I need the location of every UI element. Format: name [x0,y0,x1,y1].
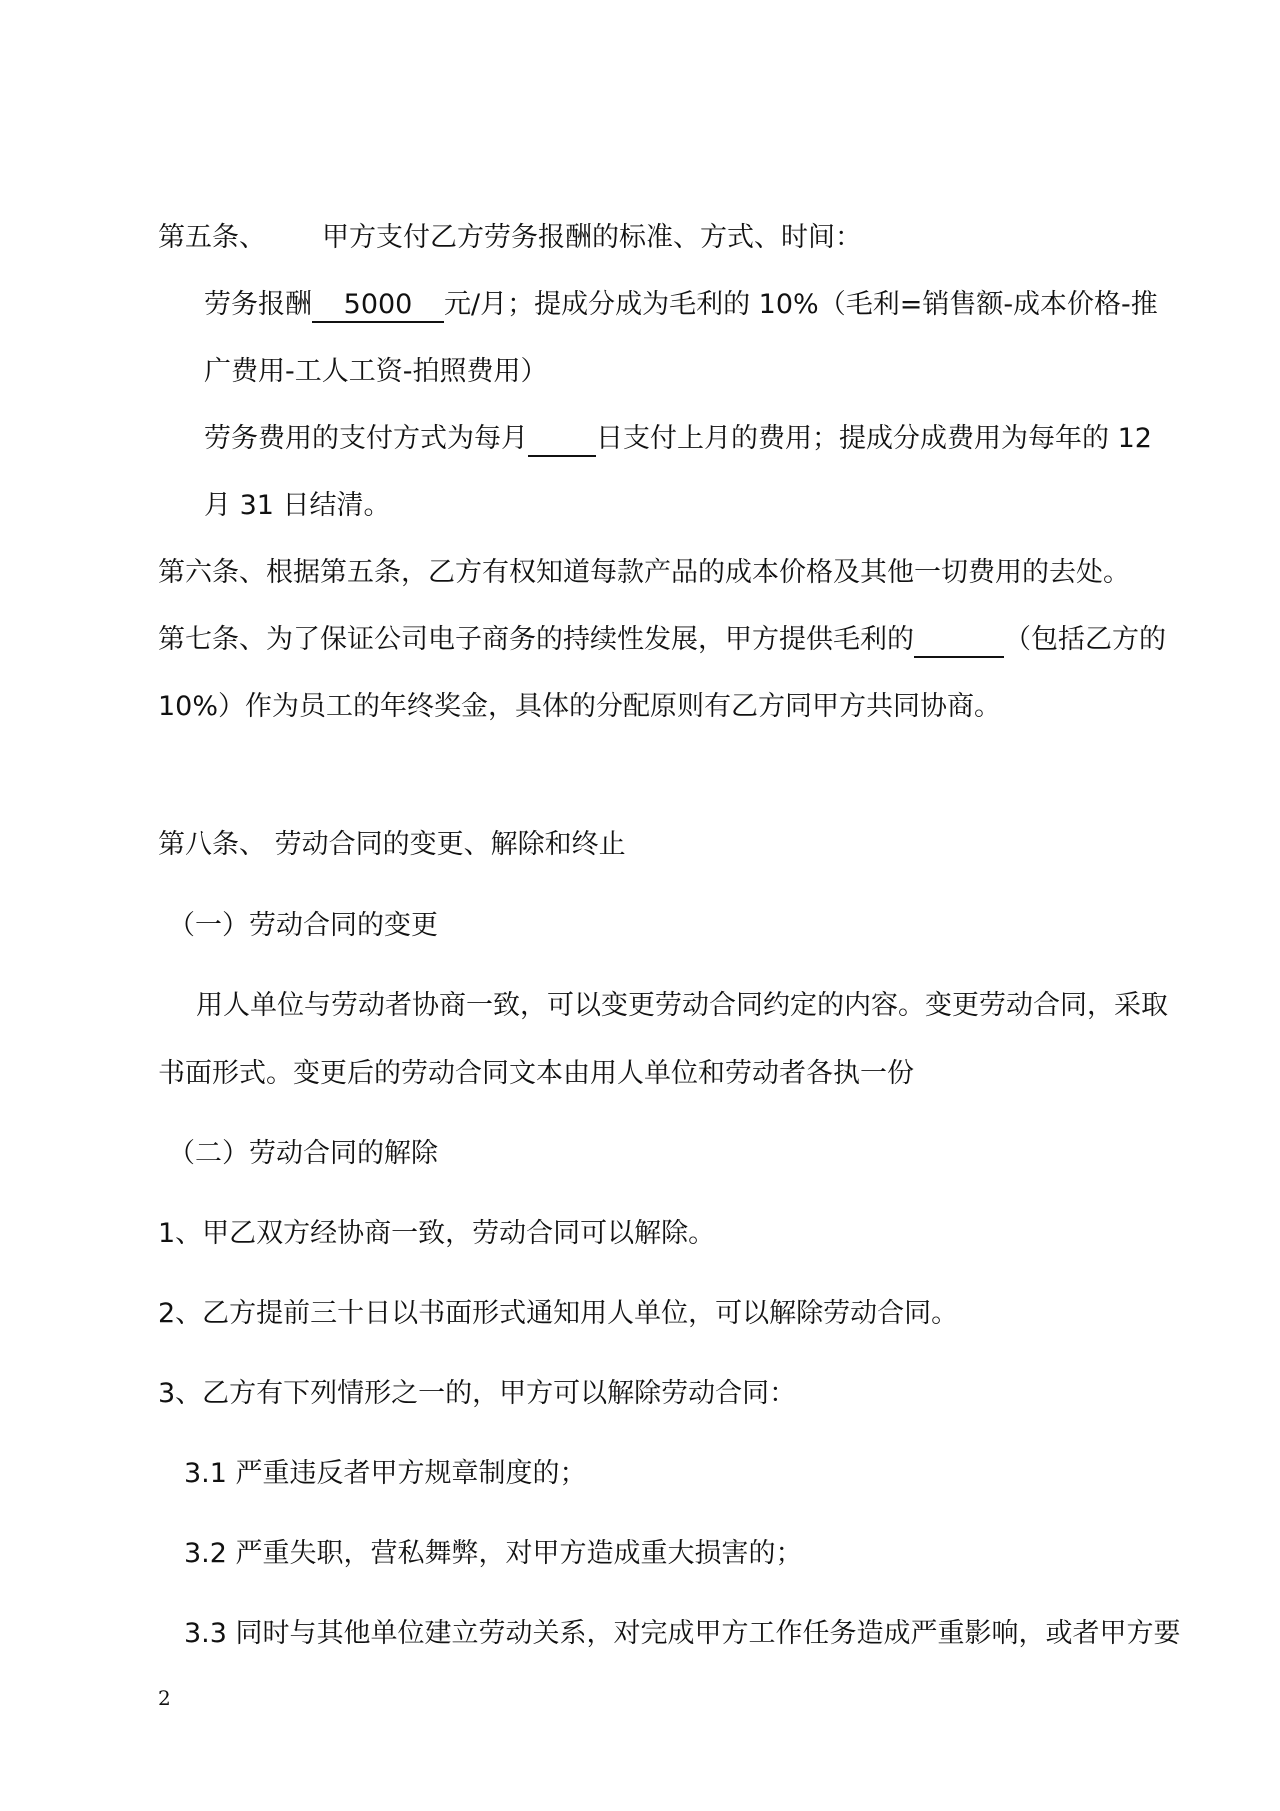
article6-text: 第六条、根据第五条，乙方有权知道每款产品的成本价格及其他一切费用的去处。 [158,557,1130,588]
article5-settlement: 月 31 日结清。 [204,490,391,521]
salary-label: 劳务报酬 [204,289,312,320]
article8-sub1-title: （一）劳动合同的变更 [168,910,438,941]
payment-day-blank [528,423,596,457]
article5-payment-line [204,419,1152,459]
article8-item3-3: 3.3 同时与其他单位建立劳动关系，对完成甲方工作任务造成严重影响，或者甲方要 [184,1618,1181,1649]
article8-title: 第八条、 劳动合同的变更、解除和终止 [158,829,626,860]
article8-item2: 2、乙方提前三十日以书面形式通知用人单位，可以解除劳动合同。 [158,1298,959,1329]
article7-line1 [158,620,1166,660]
article8-item3-2: 3.2 严重失职，营私舞弊，对甲方造成重大损害的； [184,1538,803,1569]
payment-label: 劳务费用的支付方式为每月 [204,423,528,454]
payment-text: 日支付上月的费用；提成分成费用为每年的 12 [596,423,1152,454]
article5-prefix: 第五条、 [158,222,266,253]
article8-item3: 3、乙方有下列情形之一的，甲方可以解除劳动合同： [158,1378,797,1409]
article7-text-after: （包括乙方的 [1004,624,1166,655]
article8-item1: 1、甲乙双方经协商一致，劳动合同可以解除。 [158,1218,716,1249]
article5-continuation: 广费用-工人工资-拍照费用） [204,356,548,387]
article7-line2: 10%）作为员工的年终奖金，具体的分配原则有乙方同甲方共同协商。 [158,691,1002,722]
article8-item3-1: 3.1 严重违反者甲方规章制度的； [184,1458,587,1489]
salary-value: 5000 [343,289,413,320]
article8-sub2-title: （二）劳动合同的解除 [168,1138,438,1169]
article5-title [158,218,862,258]
bonus-percent-blank [914,624,1004,658]
article8-sub1-line2: 书面形式。变更后的劳动合同文本由用人单位和劳动者各执一份 [158,1058,914,1089]
article5-salary-line [204,285,1158,325]
page-number: 2 [158,1686,171,1710]
article8-sub1-line1: 用人单位与劳动者协商一致，可以变更劳动合同约定的内容。变更劳动合同，采取 [196,990,1168,1021]
article7-text-before: 第七条、为了保证公司电子商务的持续性发展，甲方提供毛利的 [158,624,914,655]
salary-blank [312,289,444,323]
salary-commission-text: 元/月；提成分成为毛利的 10%（毛利=销售额-成本价格-推 [444,289,1158,320]
article5-heading: 甲方支付乙方劳务报酬的标准、方式、时间： [322,222,862,253]
